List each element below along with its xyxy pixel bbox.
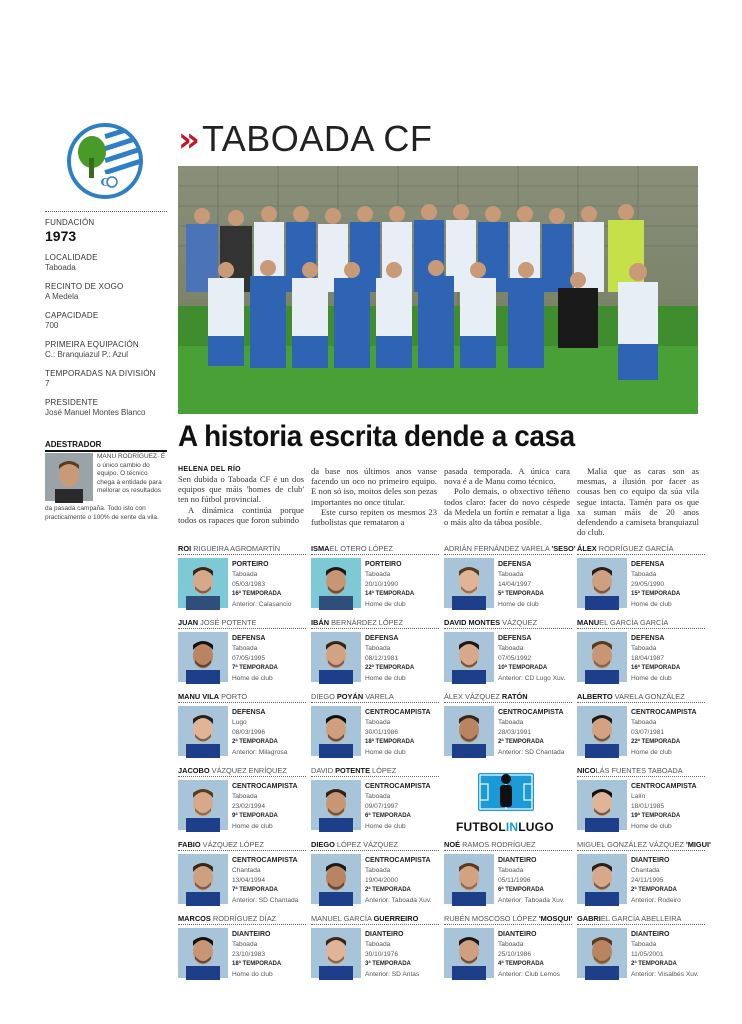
player-birthdate: 29/05/1990: [631, 580, 665, 588]
player-city: Taboada: [365, 792, 391, 800]
player-city: Taboada: [631, 570, 657, 578]
player-birthdate: 23/02/1994: [232, 802, 266, 810]
player-city: Chantada: [232, 866, 261, 874]
player-city: Taboada: [365, 866, 391, 874]
player-name: MANU VILA PORTO: [178, 692, 306, 703]
player-previous-club: Anterior: Taboada Xuv.: [498, 896, 565, 904]
article-column-4: Malia que as caras son as mesmas, a ilusión por facer as cousas ben co equipo da súa vila segue intacta. Tamén para os que xa suman máis de 20 anos defendendo a camiseta branquiazul do club.: [577, 466, 699, 538]
player-birthdate: 19/04/2000: [365, 876, 399, 884]
player-name: MARCOS RODRÍGUEZ DÍAZ: [178, 914, 306, 925]
player-season: 2ª TEMPORADA: [498, 738, 544, 745]
player-card: [444, 692, 572, 760]
player-season: 2ª TEMPORADA: [631, 886, 677, 893]
player-position: DEFENSA: [631, 635, 665, 642]
player-photo: [178, 706, 228, 756]
player-position: DEFENSA: [232, 635, 266, 642]
player-birthdate: 18/04/1987: [631, 654, 665, 662]
player-name: MANUEL GARCÍA GUERREIRO: [311, 914, 439, 925]
player-card: [178, 692, 306, 760]
player-name: JACOBO VÁZQUEZ ENRÍQUEZ: [178, 766, 306, 777]
player-card: [577, 766, 705, 834]
player-name: FABIO VÁZQUEZ LÓPEZ: [178, 840, 306, 851]
sidebar-rule: [45, 211, 167, 212]
player-card: [444, 840, 572, 908]
coach-heading: ADESTRADOR: [45, 440, 167, 452]
coach-text-2: da pasada campaña. Todo isto con practicamente o 100% de xente da vila.: [45, 505, 159, 521]
player-photo: [577, 854, 627, 904]
player-previous-club: Home de club: [365, 822, 406, 830]
info-stadium: RECINTO DE XOGO A Medela: [45, 282, 124, 301]
coach-description: [97, 453, 167, 496]
player-position: DIANTEIRO: [365, 931, 404, 938]
player-previous-club: Anterior: CD Lugo Xuv.: [498, 674, 566, 682]
player-photo: [311, 780, 361, 830]
player-position: CENTROCAMPISTA: [498, 709, 564, 716]
player-card: [311, 692, 439, 760]
player-season: 6ª TEMPORADA: [365, 812, 411, 819]
player-card: [311, 840, 439, 908]
player-previous-club: Anterior: Milagrosa: [232, 748, 288, 756]
player-previous-club: Anterior: SD Chantada: [498, 748, 565, 756]
player-previous-club: Home de club: [365, 674, 406, 682]
player-position: DIANTEIRO: [631, 931, 670, 938]
player-city: Taboada: [365, 570, 391, 578]
player-card: [178, 914, 306, 982]
player-photo: [178, 854, 228, 904]
player-info: [498, 560, 574, 610]
player-photo: [178, 928, 228, 978]
player-photo: [577, 706, 627, 756]
player-position: CENTROCAMPISTA: [631, 783, 697, 790]
player-previous-club: Home do club: [232, 970, 273, 978]
player-info: [232, 560, 308, 610]
player-city: Taboada: [365, 940, 391, 948]
player-name: RUBÉN MOSCOSO LÓPEZ 'MOSQUI': [444, 914, 573, 923]
player-position: DIANTEIRO: [232, 931, 271, 938]
player-season: 2ª TEMPORADA: [232, 738, 278, 745]
player-previous-club: Anterior: Viisalbés Xuv.: [631, 970, 699, 978]
player-position: DIANTEIRO: [631, 857, 670, 864]
player-position: DIANTEIRO: [498, 857, 537, 864]
player-card: [444, 544, 576, 612]
svg-text:C: C: [100, 176, 110, 189]
player-season: 22ª TEMPORADA: [631, 738, 681, 745]
player-name: ÁLEX RODRÍGUEZ GARCÍA: [577, 544, 705, 555]
player-info: [232, 856, 308, 906]
player-city: Taboada: [365, 644, 391, 652]
player-city: Taboada: [498, 570, 524, 578]
player-info: [232, 782, 308, 832]
coach-text-1: · É o único cambio do equipo. O técnico chega á entidade para mellorar os resultados: [97, 453, 166, 495]
player-birthdate: 08/03/1996: [232, 728, 266, 736]
player-city: Taboada: [232, 644, 258, 652]
player-info: [631, 634, 707, 684]
player-position: DIANTEIRO: [498, 931, 537, 938]
player-city: Taboada: [631, 718, 657, 726]
player-birthdate: 07/05/1992: [498, 654, 532, 662]
player-name: MIGUEL GONZÁLEZ VÁZQUEZ 'MIGUI': [577, 840, 711, 849]
player-birthdate: 25/10/1986: [498, 950, 532, 958]
player-season: 10ª TEMPORADA: [498, 664, 548, 671]
player-info: [365, 708, 441, 758]
player-photo: [311, 558, 361, 608]
player-card: [178, 544, 306, 612]
info-locality: LOCALIDADE Taboada: [45, 253, 98, 272]
futbolinlugo-logo-text: FUTBOLINLUGO: [456, 820, 554, 834]
player-position: PORTEIRO: [365, 561, 402, 568]
player-photo: [444, 706, 494, 756]
player-photo: [444, 854, 494, 904]
player-name: NICOLÁS FUENTES TABOADA: [577, 766, 705, 777]
player-birthdate: 14/04/1997: [498, 580, 532, 588]
info-kit: PRIMEIRA EQUIPACIÓN C.: Branquiazul P.: Azul: [45, 340, 139, 359]
player-name: DAVID POTENTE LÓPEZ: [311, 766, 439, 777]
player-info: [232, 634, 308, 684]
player-info: [232, 930, 308, 980]
player-photo: [577, 558, 627, 608]
player-name: GABRIEL GARCÍA ABELLEIRA: [577, 914, 705, 925]
article-column-3: pasada temporada. A única cara nova é a de Manu como técnico. Polo demais, o obxectivo téñeno todos claro: facer do novo céspede da Medela un fortín e rematar a liga o máis alto da táboa posible.: [444, 466, 570, 528]
team-photo: [178, 166, 698, 414]
player-card: [311, 766, 439, 834]
player-birthdate: 09/07/1997: [365, 802, 399, 810]
player-season: 2ª TEMPORADA: [365, 886, 411, 893]
coach-name: MANU RODRÍGUEZ: [97, 453, 157, 460]
player-previous-club: Anterior: SD Chantada: [232, 896, 299, 904]
info-capacity: CAPACIDADE 700: [45, 311, 99, 330]
player-info: [365, 930, 441, 980]
player-city: Taboada: [232, 570, 258, 578]
player-city: Taboada: [498, 866, 524, 874]
player-position: DEFENSA: [232, 709, 266, 716]
player-name: ADRIÁN FERNÁNDEZ VARELA 'SESO': [444, 544, 576, 553]
player-previous-club: Anterior: Rodeiro: [631, 896, 681, 904]
player-name: DIEGO LÓPEZ VÁZQUEZ: [311, 840, 439, 851]
player-previous-club: Anterior: Club Lemos: [498, 970, 560, 978]
player-season: 22ª TEMPORADA: [365, 664, 415, 671]
player-season: 18ª TEMPORADA: [232, 960, 282, 967]
player-position: CENTROCAMPISTA: [365, 857, 431, 864]
player-city: Taboada: [631, 644, 657, 652]
player-position: CENTROCAMPISTA: [365, 783, 431, 790]
player-name: JUAN JOSÉ POTENTE: [178, 618, 306, 629]
player-previous-club: Home de club: [631, 748, 672, 756]
player-card: [444, 618, 572, 686]
player-birthdate: 05/11/1996: [498, 876, 531, 884]
player-birthdate: 08/12/1981: [365, 654, 399, 662]
player-card: [178, 766, 306, 834]
player-season: 16ª TEMPORADA: [631, 664, 681, 671]
player-position: CENTROCAMPISTA: [232, 857, 298, 864]
player-position: CENTROCAMPISTA: [631, 709, 697, 716]
player-photo: [577, 928, 627, 978]
player-birthdate: 20/10/1990: [365, 580, 399, 588]
player-position: DEFENSA: [365, 635, 399, 642]
player-photo: [444, 558, 494, 608]
player-info: [365, 856, 441, 906]
player-photo: [178, 558, 228, 608]
player-city: Lugo: [232, 718, 247, 726]
player-photo: [178, 780, 228, 830]
player-previous-club: Home de club: [365, 748, 406, 756]
player-season: 7ª TEMPORADA: [232, 886, 278, 893]
player-info: [631, 782, 707, 832]
player-name: IBÁN BERNÁRDEZ LÓPEZ: [311, 618, 439, 629]
player-info: [631, 708, 707, 758]
player-card: [178, 840, 306, 908]
player-photo: [311, 928, 361, 978]
player-card: [577, 840, 711, 908]
player-info: [498, 634, 574, 684]
player-birthdate: 18/01/1985: [631, 802, 665, 810]
article-author: HELENA DEL RÍO: [178, 466, 241, 473]
player-city: Chantada: [631, 866, 660, 874]
player-birthdate: 30/10/1976: [365, 950, 399, 958]
player-city: Taboada: [365, 718, 391, 726]
article-column-2: da base nos últimos anos vanse facendo un oco no primeiro equipo. E non só iso, moitos deles son pezas importantes no once titular. Este curso repiten os mesmos 23 futbolistas que remataron a: [311, 466, 437, 528]
coach-photo: [45, 453, 93, 501]
player-position: DEFENSA: [498, 561, 532, 568]
player-info: [631, 856, 707, 906]
player-name: ISMAEL OTERO LÓPEZ: [311, 544, 439, 555]
player-previous-club: Home de club: [631, 822, 672, 830]
player-city: Lalín: [631, 792, 646, 800]
player-birthdate: 13/04/1994: [232, 876, 266, 884]
player-season: 6ª TEMPORADA: [498, 886, 544, 893]
player-card: [577, 618, 705, 686]
player-card: [577, 544, 705, 612]
player-info: [365, 782, 441, 832]
player-season: 19ª TEMPORADA: [631, 812, 681, 819]
player-info: [498, 856, 574, 906]
player-previous-club: Home de club: [498, 600, 539, 608]
club-info-sidebar: [45, 211, 167, 427]
player-season: 18ª TEMPORADA: [365, 738, 415, 745]
player-photo: [311, 706, 361, 756]
player-previous-club: Home de club: [232, 822, 273, 830]
player-city: Taboada: [631, 940, 657, 948]
player-name: NOÉ RAMOS RODRÍGUEZ: [444, 840, 572, 851]
player-info: [365, 634, 441, 684]
player-photo: [178, 632, 228, 682]
club-crest-logo: [66, 122, 144, 200]
player-position: CENTROCAMPISTA: [365, 709, 431, 716]
article-headline: A historia escrita dende a casa: [178, 420, 575, 453]
player-info: [498, 930, 574, 980]
player-card: [577, 692, 705, 760]
player-info: [232, 708, 308, 758]
player-season: 2ª TEMPORADA: [631, 960, 677, 967]
article-column-1: Sen dubida o Taboada CF é un dos equipos que máis 'homes de club' ten no fútbol provincial. A dinámica continúa porque todos os rapaces que foron subindo: [178, 474, 304, 525]
player-photo: [311, 854, 361, 904]
info-president: PRESIDENTE José Manuel Montes Blanco: [45, 398, 146, 417]
player-card: [311, 914, 439, 982]
player-card: [311, 618, 439, 686]
player-season: 7ª TEMPORADA: [232, 664, 278, 671]
player-city: Taboada: [498, 718, 524, 726]
player-birthdate: 28/03/1991: [498, 728, 532, 736]
player-birthdate: 05/03/1983: [232, 580, 266, 588]
player-photo: [577, 780, 627, 830]
info-foundation: FUNDACIÓN 1973: [45, 218, 95, 244]
player-season: 5ª TEMPORADA: [498, 590, 544, 597]
player-name: MANUEL GARCÍA GARCÍA: [577, 618, 705, 629]
player-birthdate: 11/05/2001: [631, 950, 664, 958]
info-seasons: TEMPORADAS NA DIVISIÓN 7: [45, 369, 156, 388]
player-card: [311, 544, 439, 612]
player-previous-club: Anterior: SD Antas: [365, 970, 420, 978]
player-previous-club: Anterior: Taboada Xuv.: [365, 896, 432, 904]
player-position: CENTROCAMPISTA: [232, 783, 298, 790]
player-city: Taboada: [498, 940, 524, 948]
player-birthdate: 23/10/1983: [232, 950, 266, 958]
player-birthdate: 03/07/1981: [631, 728, 665, 736]
page-title: [178, 118, 432, 162]
player-season: 3ª TEMPORADA: [365, 960, 411, 967]
player-name: ÁLEX VÁZQUEZ RATÓN: [444, 692, 572, 703]
player-previous-club: Home de club: [631, 674, 672, 682]
player-position: DEFENSA: [631, 561, 665, 568]
player-previous-club: Home de club: [365, 600, 406, 608]
player-city: Taboada: [498, 644, 524, 652]
player-season: 16ª TEMPORADA: [232, 590, 282, 597]
player-name: ROI RIGUEIRA AGROMARTÍN: [178, 544, 306, 555]
player-info: [631, 560, 707, 610]
player-info: [631, 930, 707, 980]
player-birthdate: 30/01/1986: [365, 728, 399, 736]
player-name: ALBERTO VARELA GONZÁLEZ: [577, 692, 705, 703]
player-name: DIEGO POYÁN VARELA: [311, 692, 439, 703]
player-photo: [444, 928, 494, 978]
player-photo: [311, 632, 361, 682]
player-previous-club: Anterior: Calasancio: [232, 600, 292, 608]
player-season: 15ª TEMPORADA: [631, 590, 681, 597]
player-name: DAVID MONTES VÁZQUEZ: [444, 618, 572, 629]
player-position: DEFENSA: [498, 635, 532, 642]
player-photo: [444, 632, 494, 682]
player-season: 9ª TEMPORADA: [232, 812, 278, 819]
player-birthdate: 24/11/1995: [631, 876, 664, 884]
player-city: Taboada: [232, 792, 258, 800]
player-birthdate: 07/05/1995: [232, 654, 266, 662]
player-season: 4ª TEMPORADA: [498, 960, 544, 967]
title-chevrons: »: [178, 120, 196, 160]
player-photo: [577, 632, 627, 682]
futbolinlugo-pitch-icon: [478, 767, 534, 817]
player-card: [178, 618, 306, 686]
player-previous-club: Home de club: [631, 600, 672, 608]
player-city: Taboada: [232, 940, 258, 948]
title-text: TABOADA CF: [201, 118, 433, 159]
player-season: 14ª TEMPORADA: [365, 590, 415, 597]
player-info: [498, 708, 574, 758]
player-card: [577, 914, 705, 982]
player-position: PORTEIRO: [232, 561, 269, 568]
player-info: [365, 560, 441, 610]
player-previous-club: Home de club: [232, 674, 273, 682]
player-card: [444, 914, 572, 982]
